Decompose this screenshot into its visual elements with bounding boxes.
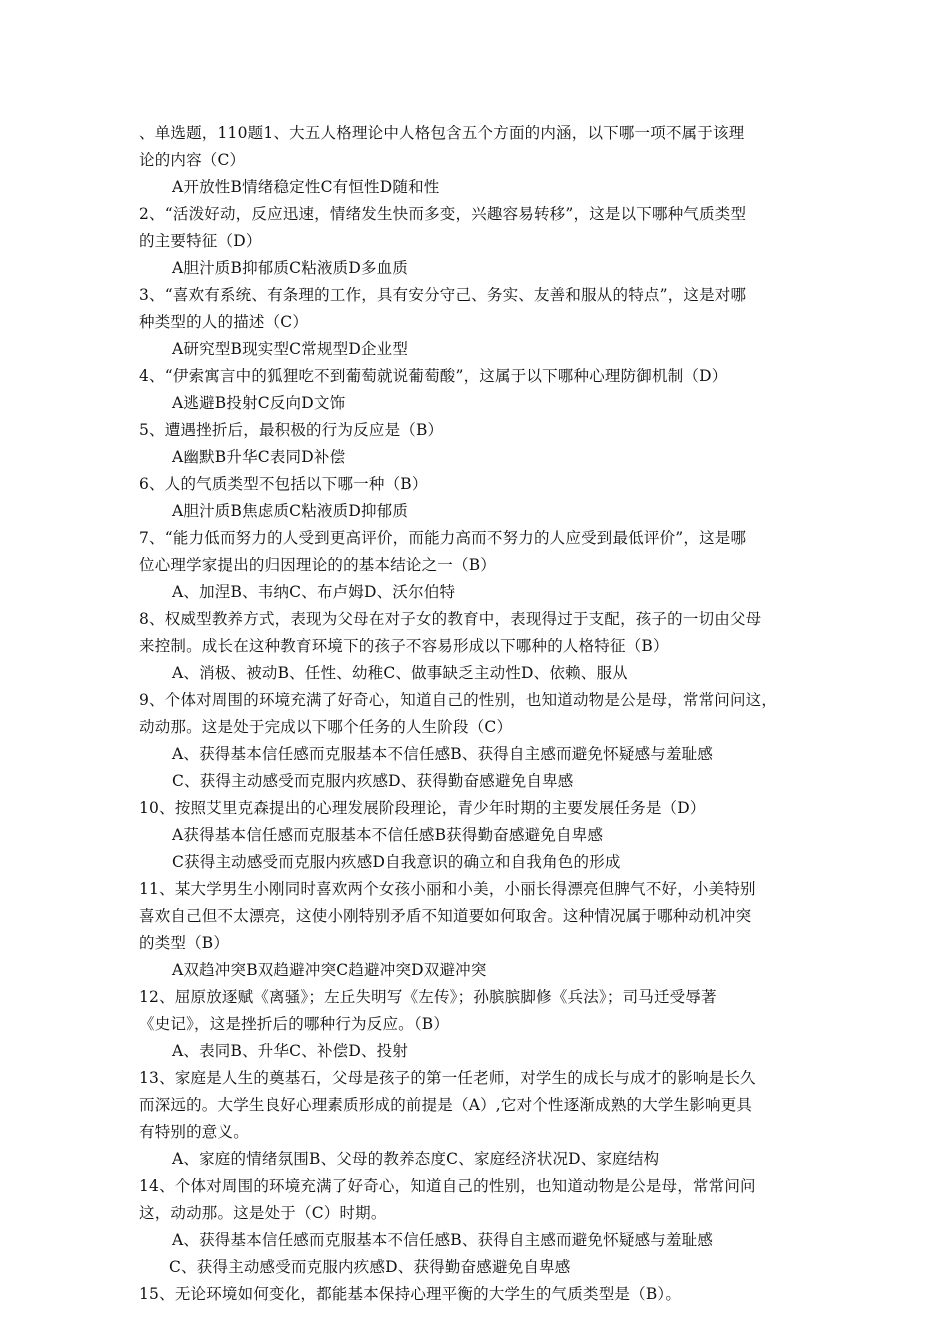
question-text-line: 《史记》，这是挫折后的哪种行为反应。（B） (139, 1015, 450, 1033)
answer-options-line: A、加涅B、韦纳C、布卢姆D、沃尔伯特 (172, 583, 456, 601)
answer-options-line: A、表同B、升华C、补偿D、投射 (172, 1042, 409, 1060)
answer-options-line: A、消极、被动B、任性、幼稚C、做事缺乏主动性D、依赖、服从 (172, 664, 628, 682)
question-text-line: 15、无论环境如何变化，都能基本保持心理平衡的大学生的气质类型是（B）。 (139, 1285, 682, 1303)
question-text-line: 3、“喜欢有系统、有条理的工作，具有安分守己、务实、友善和服从的特点”，这是对哪 (139, 286, 747, 304)
question-text-line: 8、权威型教养方式，表现为父母在对子女的教育中，表现得过于支配，孩子的一切由父母 (139, 610, 762, 628)
answer-options-line: C获得主动感受而克服内疚感D自我意识的确立和自我角色的形成 (172, 853, 621, 871)
question-text-line: 9、个体对周围的环境充满了好奇心，知道自己的性别，也知道动物是公是母，常常问问这， (139, 691, 778, 709)
answer-options-line: A胆汁质B焦虑质C粘液质D抑郁质 (172, 502, 409, 520)
question-text-line: 14、个体对周围的环境充满了好奇心，知道自己的性别，也知道动物是公是母，常常问问 (139, 1177, 756, 1195)
question-text-line: 动动那。这是处于完成以下哪个任务的人生阶段（C） (139, 718, 513, 736)
question-text-line: 种类型的人的描述（C） (139, 313, 309, 331)
question-text-line: 7、“能力低而努力的人受到更高评价，而能力高而不努力的人应受到最低评价”，这是哪 (139, 529, 747, 547)
question-text-line: 5、遭遇挫折后，最积极的行为反应是（B） (139, 421, 444, 439)
question-text-line: 喜欢自己但不太漂亮，这使小刚特别矛盾不知道要如何取舍。这种情况属于哪种动机冲突 (139, 907, 752, 925)
question-text-line: 2、“活泼好动，反应迅速，情绪发生快而多变，兴趣容易转移”，这是以下哪种气质类型 (139, 205, 747, 223)
question-text-line: 11、某大学男生小刚同时喜欢两个女孩小丽和小美，小丽长得漂亮但脾气不好，小美特别 (139, 880, 756, 898)
answer-options-line: A获得基本信任感而克服基本不信任感B获得勤奋感避免自卑感 (172, 826, 604, 844)
document-body (139, 120, 829, 1308)
answer-options-line: A胆汁质B抑郁质C粘液质D多血质 (172, 259, 409, 277)
answer-options-line: A开放性B情绪稳定性C有恒性D随和性 (172, 178, 440, 196)
question-text-line: 、单选题，110题1、大五人格理论中人格包含五个方面的内涵，以下哪一项不属于该理 (139, 124, 745, 142)
answer-options-line: A、获得基本信任感而克服基本不信任感B、获得自主感而避免怀疑感与羞耻感 (172, 745, 714, 763)
question-text-line: 4、“伊索寓言中的狐狸吃不到葡萄就说葡萄酸”，这属于以下哪种心理防御机制（D） (139, 367, 728, 385)
question-text-line: 13、家庭是人生的奠基石，父母是孩子的第一任老师，对学生的成长与成才的影响是长久 (139, 1069, 756, 1087)
question-text-line: 的主要特征（D） (139, 232, 262, 250)
answer-options-line: A逃避B投射C反向D文饰 (172, 394, 346, 412)
answer-options-line: C、获得主动感受而克服内疚感D、获得勤奋感避免自卑感 (172, 772, 574, 790)
question-text-line: 位心理学家提出的归因理论的的基本结论之一（B） (139, 556, 496, 574)
question-text-line: 10、按照艾里克森提出的心理发展阶段理论，青少年时期的主要发展任务是（D） (139, 799, 706, 817)
question-text-line: 有特别的意义。 (139, 1123, 249, 1141)
answer-options-line: A双趋冲突B双趋避冲突C趋避冲突D双避冲突 (172, 961, 487, 979)
question-text-line: 的类型（B） (139, 934, 230, 952)
question-text-line: 这，动动那。这是处于（C）时期。 (139, 1204, 387, 1222)
answer-options-line: A、获得基本信任感而克服基本不信任感B、获得自主感而避免怀疑感与羞耻感 (172, 1231, 714, 1249)
question-text-line: 12、屈原放逐赋《离骚》；左丘失明写《左传》；孙膑膑脚修《兵法》；司马迁受辱著 (139, 988, 717, 1006)
answer-options-line: C、获得主动感受而克服内疚感D、获得勤奋感避免自卑感 (169, 1258, 571, 1276)
question-text-line: 而深远的。大学生良好心理素质形成的前提是（A）,它对个性逐渐成熟的大学生影响更具 (139, 1096, 753, 1114)
answer-options-line: A幽默B升华C表同D补偿 (172, 448, 346, 466)
answer-options-line: A、家庭的情绪氛围B、父母的教养态度C、家庭经济状况D、家庭结构 (172, 1150, 660, 1168)
question-text-line: 来控制。成长在这种教育环境下的孩子不容易形成以下哪种的人格特征（B） (139, 637, 669, 655)
question-text-line: 6、人的气质类型不包括以下哪一种（B） (139, 475, 428, 493)
question-text-line: 论的内容（C） (139, 151, 246, 169)
answer-options-line: A研究型B现实型C常规型D企业型 (172, 340, 409, 358)
